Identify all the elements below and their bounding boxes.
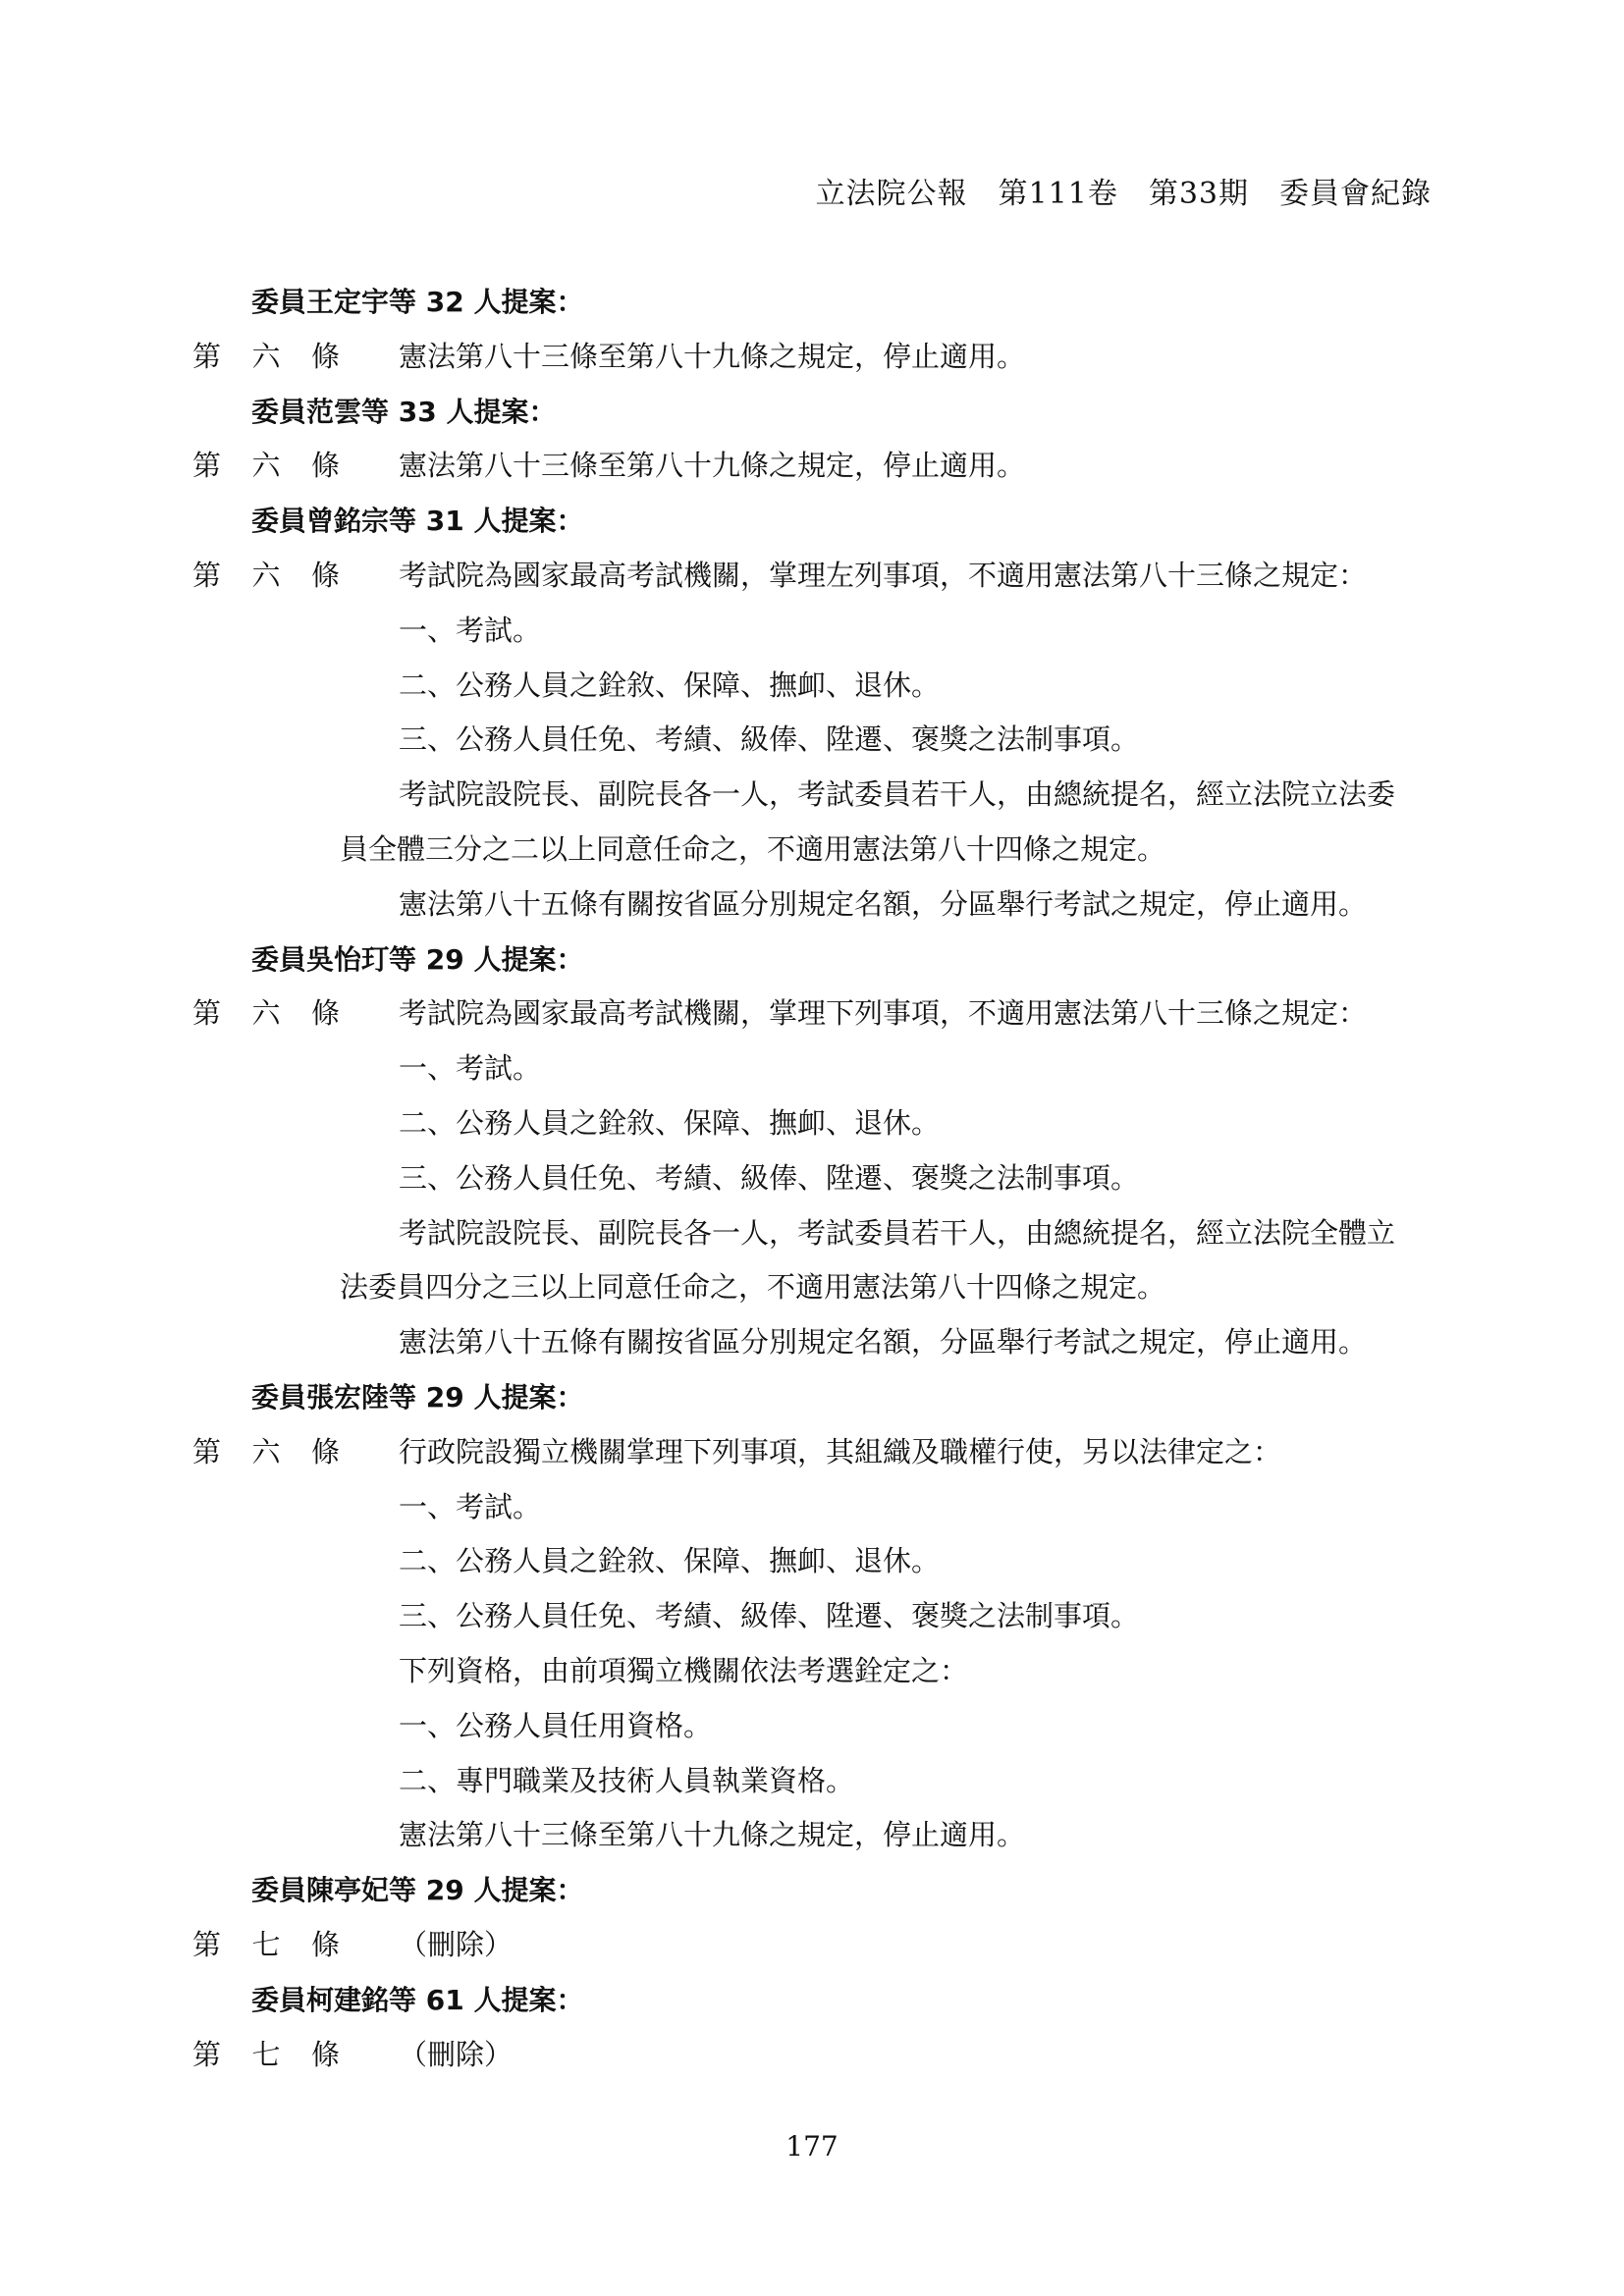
article-line [192,1918,1439,1973]
article-text: 憲法第八十三條至第八十九條之規定，停止適用。 [399,449,1026,483]
paragraph-line: 三、公務人員任免、考績、級俸、陞遷、褒獎之法制事項。 [399,722,1140,757]
paragraph-line: 考試院設院長、副院長各一人，考試委員若干人，由總統提名，經立法院全體立 [399,1215,1396,1250]
article-label-char: 七 [251,1927,281,1961]
article-label-char: 條 [310,558,340,592]
paragraph-line: 一、公務人員任用資格。 [399,1708,713,1742]
paragraph-line: 一、考試。 [399,1489,542,1523]
article-label-char: 六 [251,449,281,483]
continuation-line: 員全體三分之二以上同意任命之，不適用憲法第八十四條之規定。 [340,831,1166,866]
article-label-char: 六 [251,558,281,592]
page-number: 177 [785,2130,839,2163]
page-header: 立法院公報 第111卷 第33期 委員會紀錄 [815,177,1432,211]
article-label-char: 第 [192,1434,222,1468]
paragraph-line: 二、公務人員之銓敘、保障、撫卹、退休。 [399,667,941,702]
article-label-char: 條 [310,2037,340,2071]
paragraph-line: 二、公務人員之銓敘、保障、撫卹、退休。 [399,1105,941,1140]
document-body [192,275,1439,2082]
proposer-heading: 委員張宏陸等 29 人提案： [251,1380,584,1414]
article-label-char: 條 [310,449,340,483]
paragraph-line: 二、專門職業及技術人員執業資格。 [399,1763,855,1797]
article-label [192,2028,340,2083]
article-line [192,330,1439,385]
article-label-char: 第 [192,558,222,592]
paragraph-line: 考試院設院長、副院長各一人，考試委員若干人，由總統提名，經立法院立法委 [399,777,1396,812]
article-text: 憲法第八十三條至第八十九條之規定，停止適用。 [399,339,1026,373]
article-label [192,1425,340,1480]
article-text: 行政院設獨立機關掌理下列事項，其組織及職權行使，另以法律定之： [399,1434,1282,1468]
continuation-line: 法委員四分之三以上同意任命之，不適用憲法第八十四條之規定。 [340,1270,1166,1305]
article-label-char: 條 [310,996,340,1031]
article-label [192,330,340,385]
article-label [192,549,340,604]
article-label-char: 條 [310,1434,340,1468]
article-label-char: 第 [192,1927,222,1961]
article-label-char: 六 [251,339,281,373]
paragraph-line: 憲法第八十五條有關按省區分別規定名額，分區舉行考試之規定，停止適用。 [399,1325,1368,1360]
proposer-heading: 委員王定宇等 32 人提案： [251,286,584,318]
article-label [192,987,340,1041]
paragraph-line: 二、公務人員之銓敘、保障、撫卹、退休。 [399,1544,941,1578]
article-label-char: 六 [251,1434,281,1468]
article-line [192,1425,1439,1480]
article-line [192,549,1439,604]
paragraph-line: 一、考試。 [399,613,542,647]
article-line [192,439,1439,494]
article-line [192,987,1439,1041]
article-label-char: 第 [192,339,222,373]
article-label-char: 第 [192,449,222,483]
article-text: 考試院為國家最高考試機關，掌理下列事項，不適用憲法第八十三條之規定： [399,996,1368,1031]
article-label-char: 七 [251,2037,281,2071]
article-label [192,439,340,494]
article-label [192,1918,340,1973]
article-label-char: 條 [310,339,340,373]
article-line [192,2028,1439,2083]
article-label-char: 六 [251,996,281,1031]
paragraph-line: 憲法第八十五條有關按省區分別規定名額，分區舉行考試之規定，停止適用。 [399,886,1368,921]
proposer-heading: 委員范雲等 33 人提案： [251,395,557,428]
proposer-heading: 委員曾銘宗等 31 人提案： [251,505,584,538]
proposer-heading: 委員陳亭妃等 29 人提案： [251,1874,584,1907]
article-label-char: 條 [310,1927,340,1961]
paragraph-line: 憲法第八十三條至第八十九條之規定，停止適用。 [399,1818,1026,1852]
proposer-heading: 委員吳怡玎等 29 人提案： [251,942,584,976]
article-text: （刪除） [399,2037,514,2071]
paragraph-line: 下列資格，由前項獨立機關依法考選銓定之： [399,1653,969,1687]
article-text: 考試院為國家最高考試機關，掌理左列事項，不適用憲法第八十三條之規定： [399,558,1368,592]
paragraph-line: 三、公務人員任免、考績、級俸、陞遷、褒獎之法制事項。 [399,1160,1140,1195]
article-label-char: 第 [192,996,222,1031]
paragraph-line: 三、公務人員任免、考績、級俸、陞遷、褒獎之法制事項。 [399,1599,1140,1633]
proposer-heading: 委員柯建銘等 61 人提案： [251,1983,584,2016]
article-label-char: 第 [192,2037,222,2071]
article-text: （刪除） [399,1927,514,1961]
paragraph-line: 一、考試。 [399,1051,542,1086]
